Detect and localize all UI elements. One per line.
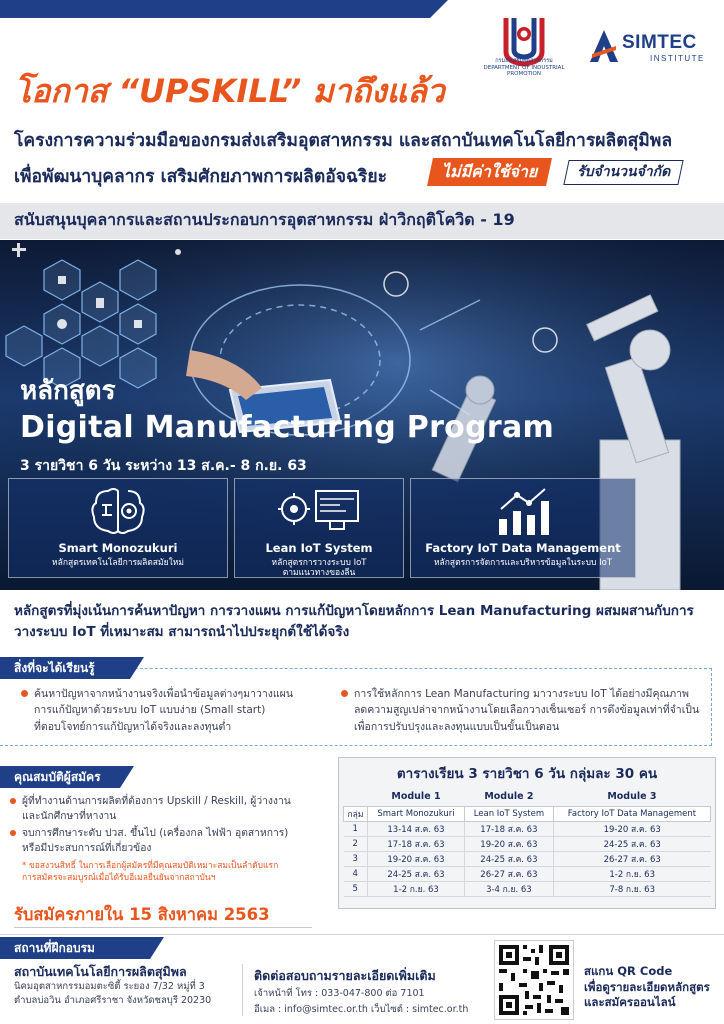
deadline-divider: [14, 927, 312, 928]
venue-heading: สถานที่ฝึกอบรม: [0, 937, 150, 959]
course-label: หลักสูตร: [20, 376, 116, 406]
table-cell: 19-20 ส.ค. 63: [553, 821, 710, 836]
simtec-logo-icon: [588, 28, 620, 64]
table-header-cell: Smart Monozukuri: [368, 806, 465, 821]
schedule-table-box: [338, 757, 716, 909]
venue-name: สถาบันเทคโนโลยีการผลิตสุมิพล: [14, 964, 187, 979]
qualification-item-text: ผู้ที่ทำงานด้านการผลิตที่ต้องการ Upskill / Reskill, ผู้ว่างงาน และนักศึกษาที่หางาน: [22, 795, 291, 823]
contact-title: ติดต่อสอบถามรายละเอียดเพิ่มเติม: [254, 968, 436, 983]
dip-logo-text: กรมส่งเสริมอุตสาหกรรม DEPARTMENT OF INDUSTRIAL PROMOTION: [483, 58, 565, 78]
data-chart-icon: [493, 485, 553, 539]
module-card-factory-iot: [410, 478, 636, 578]
table-cell: 17-18 ส.ค. 63: [464, 821, 553, 836]
learn-item-text: การใช้หลักการ Lean Manufacturing มาวางระบบ IoT ได้อย่างมีคุณภาพ ลดความสูญเปล่าจากหน้างานโดยเลือกวางเซ็นเซอร์ การดึงข้อมูลเท่าที่จำเป็น เพื่อการปรับปรุงและลงทุนแบบเป็นขั้นเป็นตอน: [354, 688, 700, 733]
table-cell: 24-25 ส.ค. 63: [368, 866, 465, 881]
subhead-line1: โครงการความร่วมมือของกรมส่งเสริมอุตสาหกรรม และสถาบันเทคโนโลยีการผลิตสุมิพล: [14, 131, 673, 151]
table-header-cell: Lean IoT System: [464, 806, 553, 821]
module-name: Lean IoT System: [265, 541, 373, 555]
table-header-cell: Module 1: [391, 791, 441, 803]
support-text: สนับสนุนบุคลากรและสถานประกอบการอุตสาหกรรม ฝ่าวิกฤติโควิด - 19: [14, 210, 515, 229]
module-card-smart-monozukuri: [8, 478, 228, 578]
subhead-line2: เพื่อพัฒนาบุคลากร เสริมศักยภาพการผลิตอัจฉริยะ: [14, 167, 387, 187]
headline: โอกาส “UPSKILL” มาถึงแล้ว: [14, 72, 445, 110]
table-header-cell: กลุ่ม: [344, 806, 368, 821]
module-name: Smart Monozukuri: [58, 541, 178, 555]
badge-free: ไม่มีค่าใช้จ่าย: [427, 158, 552, 186]
table-subheader-row: [344, 806, 711, 821]
bullet-dot-icon: [10, 798, 16, 804]
qualifications-heading: คุณสมบัติผู้สมัคร: [0, 766, 120, 788]
table-cell: 24-25 ส.ค. 63: [464, 851, 553, 866]
intro-text: หลักสูตรที่มุ่งเน้นการค้นหาปัญหา การวางแผน การแก้ปัญหาโดยหลักการ Lean Manufacturing ผสมผสานกับการวางระบบ IoT ที่เหมาะสม สามารถนำไปประยุกต์ใช้ได้จริง: [14, 603, 694, 640]
learn-heading: สิ่งที่จะได้เรียนรู้: [0, 657, 130, 679]
bullet-dot-icon: [10, 830, 16, 836]
table-cell: 26-27 ส.ค. 63: [464, 866, 553, 881]
table-cell: 2: [344, 836, 368, 851]
footer-separator: [0, 934, 724, 935]
bullet-dot-icon: [341, 690, 348, 697]
table-cell: 19-20 ส.ค. 63: [464, 836, 553, 851]
table-row: [344, 821, 711, 836]
qualification-item-text: จบการศึกษาระดับ ปวส. ขึ้นไป (เครื่องกล ไฟฟ้า อุตสาหการ) หรือมีประสบการณ์ที่เกี่ยวข้อง: [22, 827, 289, 855]
table-header-cell: Factory IoT Data Management: [553, 806, 710, 821]
application-deadline: รับสมัครภายใน 15 สิงหาคม 2563: [14, 905, 270, 924]
table-cell: 1: [344, 821, 368, 836]
simtec-logo-sub: INSTITUTE: [650, 54, 705, 63]
table-row: [344, 836, 711, 851]
qualification-note: * ขอสงวนสิทธิ์ ในการเลือกผู้สมัครที่มีคุณสมบัติเหมาะสมเป็นลำดับแรก การสมัครจะสมบูรณ์เมื่อได้รับอีเมลยืนยันจากสถาบันฯ: [22, 861, 279, 884]
table-cell: 3-4 ก.ย. 63: [464, 881, 553, 896]
badge-limited: รับจำนวนจำกัด: [563, 160, 683, 185]
qualification-item: [22, 826, 332, 857]
footer-divider: [242, 964, 243, 1016]
table-row: [344, 866, 711, 881]
bullet-dot-icon: [21, 690, 28, 697]
simtec-logo-name: SIMTEC: [622, 32, 697, 53]
qualification-item: [22, 794, 332, 825]
table-header-cell: [344, 788, 368, 806]
table-cell: 13-14 ส.ค. 63: [368, 821, 465, 836]
table-cell: 24-25 ส.ค. 63: [553, 836, 710, 851]
program-title: Digital Manufacturing Program: [20, 410, 555, 445]
table-cell: 1-2 ก.ย. 63: [368, 881, 465, 896]
table-cell: 5: [344, 881, 368, 896]
table-cell: 4: [344, 866, 368, 881]
table-row: [344, 881, 711, 896]
venue-address: นิคมอุตสาหกรรมอมตะซิตี้ ระยอง 7/32 หมู่ที่ 3 ตำบลบ่อวิน อำเภอศรีราชา จังหวัดชลบุรี 20230: [14, 981, 212, 1006]
table-row: [344, 851, 711, 866]
iot-monitor-icon: [276, 485, 362, 535]
module-desc: หลักสูตรเทคโนโลยีการผลิตสมัยใหม่: [52, 558, 184, 568]
module-desc: หลักสูตรการจัดการและบริหารข้อมูลในระบบ IoT: [433, 558, 613, 568]
brain-gear-icon: [88, 485, 148, 539]
contact-email: อีเมล : info@simtec.or.th เว็บไซต์ : simtec.or.th: [254, 1004, 469, 1015]
module-name: Factory IoT Data Management: [425, 541, 621, 555]
top-decorative-band: [0, 0, 430, 18]
qr-code-icon: [495, 941, 573, 1019]
module-card-lean-iot: [234, 478, 404, 578]
learn-item: [354, 686, 708, 735]
table-cell: 19-20 ส.ค. 63: [368, 851, 465, 866]
learn-item-text: ค้นหาปัญหาจากหน้างานจริงเพื่อนำข้อมูลต่างๆมาวางแผน การแก้ปัญหาด้วยระบบ IoT แบบง่าย (Small start) ที่ตอบโจทย์การแก้ปัญหาได้จริงและลงทุนต่ำ: [34, 688, 294, 733]
schedule-table: [343, 788, 711, 897]
table-cell: 3: [344, 851, 368, 866]
table-cell: 1-2 ก.ย. 63: [553, 866, 710, 881]
table-cell: 26-27 ส.ค. 63: [553, 851, 710, 866]
qr-code[interactable]: [494, 940, 574, 1020]
schedule-title: ตารางเรียน 3 รายวิชา 6 วัน กลุ่มละ 30 คน: [396, 766, 658, 782]
module-desc: หลักสูตรการวางระบบ IoT ตามแนวทางของลีน: [271, 558, 367, 579]
schedule-summary: 3 รายวิชา 6 วัน ระหว่าง 13 ส.ค.- 8 ก.ย. 63: [20, 458, 307, 474]
qr-caption: สแกน QR Code เพื่อดูรายละเอียดหลักสูตร และสมัครออนไลน์: [584, 964, 710, 1010]
table-header-cell: Module 2: [484, 791, 534, 803]
learn-item: [34, 686, 324, 735]
table-header-row: [344, 788, 711, 806]
table-cell: 7-8 ก.ย. 63: [553, 881, 710, 896]
table-cell: 17-18 ส.ค. 63: [368, 836, 465, 851]
table-header-cell: Module 3: [607, 791, 657, 803]
contact-phone: เจ้าหน้าที่ โทร : 033-047-800 ต่อ 7101: [254, 988, 425, 999]
